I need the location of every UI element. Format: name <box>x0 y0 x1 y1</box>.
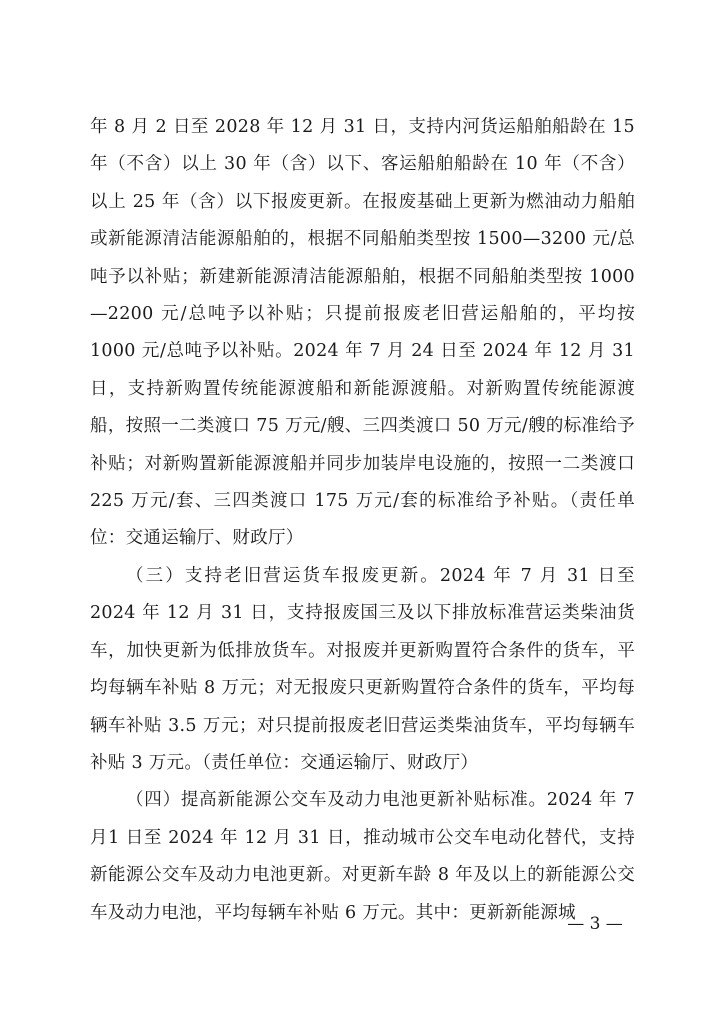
page-number: — 3 — <box>567 914 623 934</box>
paragraph-3 <box>90 782 635 932</box>
paragraph-2-text: 2024 年 7 月 31 日至 2024 年 12 月 31 日，支持报废国三及以下排放标准营运类柴油货车，加快更新为低排放货车。对报废并更新购置符合条件的货车，平均每辆车补贴 8 万元；对无报废只更新购置符合条件的货车，平均每辆车补贴 3.5 万元；对只提前报废老旧营运类柴油货车，平均每辆车补贴 3 万元。（责任单位：交通运输厅、财政厅） <box>90 565 635 773</box>
paragraph-2 <box>90 558 635 782</box>
paragraph-1-text: 年 8 月 2 日至 2028 年 12 月 31 日，支持内河货运船舶船龄在 15 年（不含）以上 30 年（含）以下、客运船舶船龄在 10 年（不含）以上 25 年（含）以下报废更新。在报废基础上更新为燃油动力船舶或新能源清洁能源船舶的，根据不同船舶类型按 1500—3200 元/总吨予以补贴；新建新能源清洁能源船舶，根据不同船舶类型按 1000—2200 元/总吨予以补贴；只提前报废老旧营运船舶的，平均按 1000 元/总吨予以补贴。2024 年 7 月 24 日至 2024 年 12 月 31 日，支持新购置传统能源渡船和新能源渡船。对新购置传统能源渡船，按照一二类渡口 75 万元/艘、三四类渡口 50 万元/艘的标准给予补贴；对新购置新能源渡船并同步加装岸电设施的，按照一二类渡口 225 万元/套、三四类渡口 175 万元/套的标准给予补贴。（责任单位：交通运输厅、财政厅） <box>90 117 635 549</box>
paragraph-1 <box>90 109 635 558</box>
body-text <box>90 109 635 932</box>
section-3-heading: （三）支持老旧营运货车报废更新。 <box>126 565 440 586</box>
paragraph-3-text: 2024 年 7月1 日至 2024 年 12 月 31 日，推动城市公交车电动化替代，支持新能源公交车及动力电池更新。对更新车龄 8 年及以上的新能源公交车及动力电池，平均每辆车补贴 6 万元。其中：更新新能源城 <box>90 790 635 923</box>
section-4-heading: （四）提高新能源公交车及动力电池更新补贴标准。 <box>126 790 547 811</box>
